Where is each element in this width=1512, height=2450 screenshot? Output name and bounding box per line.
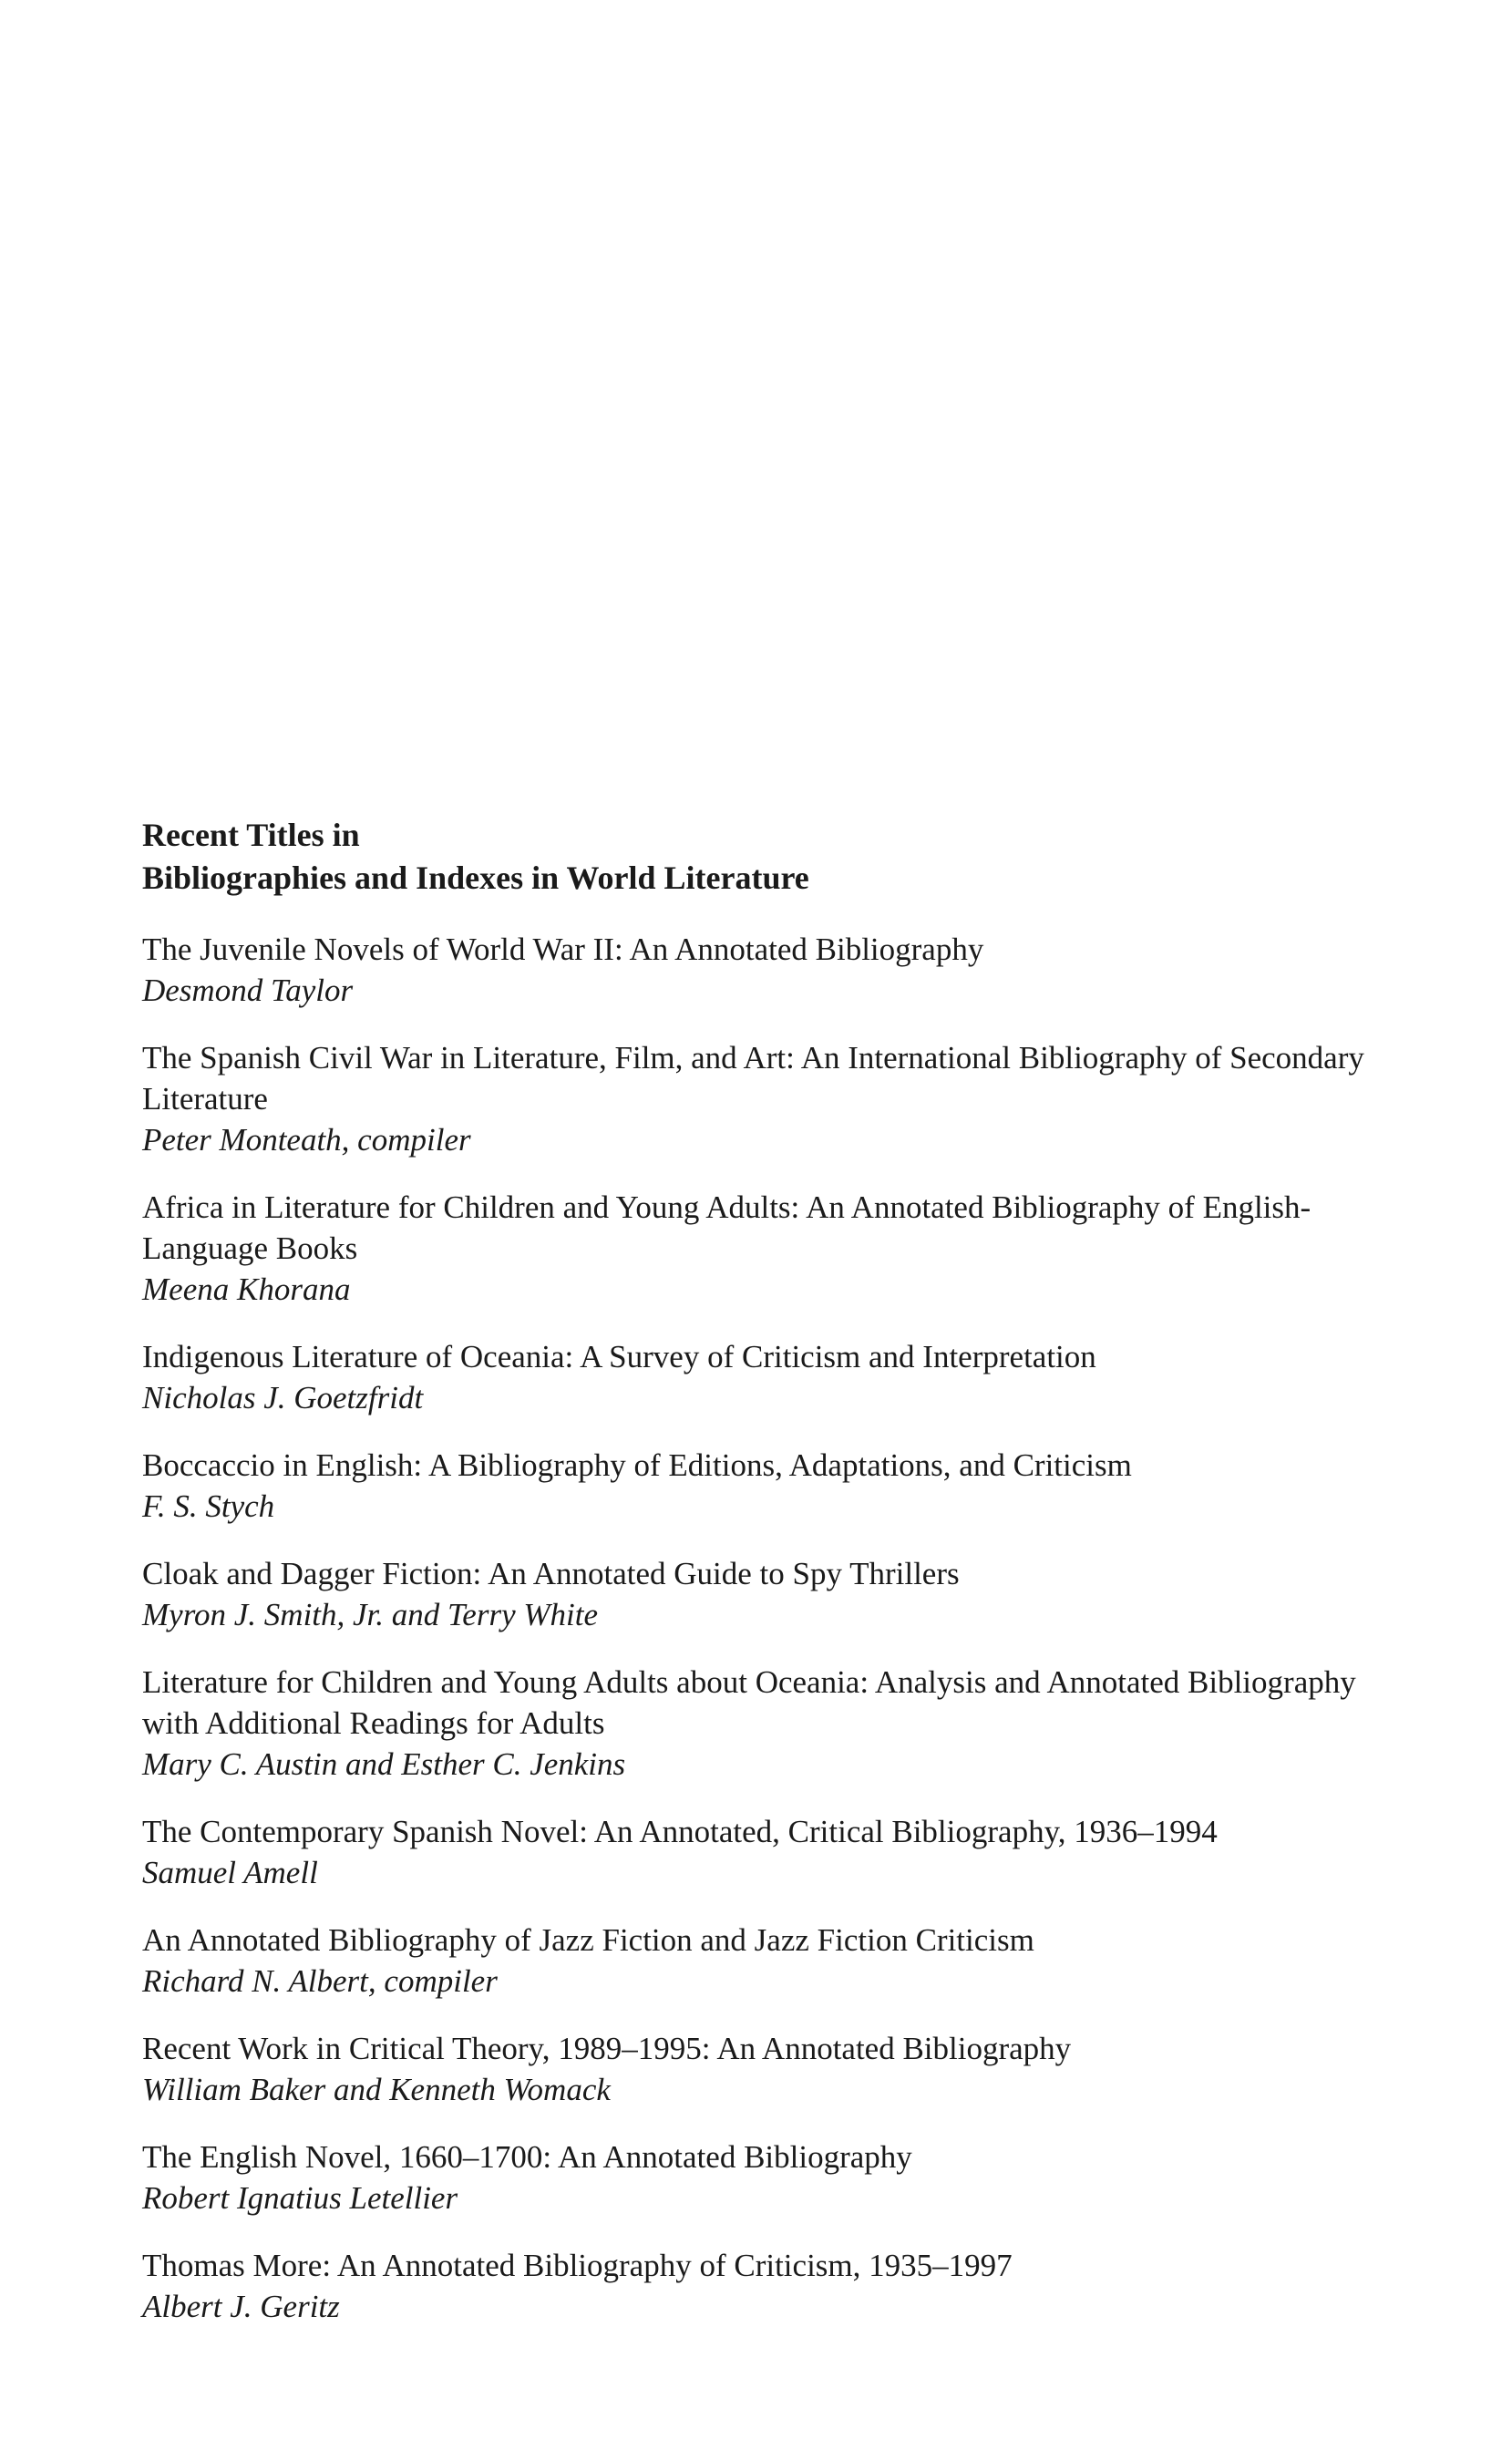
title-entry: [142, 1920, 1418, 2002]
book-author: F. S. Stych: [142, 1488, 275, 1524]
title-entry: [142, 929, 1418, 1011]
book-author: Richard N. Albert, compiler: [142, 1963, 498, 1999]
book-title: Indigenous Literature of Oceania: A Survey of Criticism and Interpretation: [142, 1339, 1096, 1374]
book-title: The Contemporary Spanish Novel: An Annotated, Critical Bibliography, 1936–1994: [142, 1814, 1218, 1849]
title-entry: [142, 1336, 1418, 1418]
series-heading-line-1: Recent Titles in: [142, 817, 360, 853]
series-heading-line-2: Bibliographies and Indexes in World Literature: [142, 860, 809, 896]
book-title: Literature for Children and Young Adults about Oceania: Analysis and Annotated Bibliography with Additional Readings for Adults: [142, 1664, 1356, 1741]
title-entry: [142, 1037, 1418, 1160]
book-author: Desmond Taylor: [142, 973, 354, 1008]
book-title: Recent Work in Critical Theory, 1989–1995: An Annotated Bibliography: [142, 2031, 1072, 2066]
title-entry: [142, 1445, 1418, 1527]
book-author: Myron J. Smith, Jr. and Terry White: [142, 1597, 598, 1632]
series-list-page: [142, 814, 1418, 2353]
series-heading: [142, 814, 1418, 900]
title-entry: [142, 1662, 1418, 1785]
book-title: The Juvenile Novels of World War II: An Annotated Bibliography: [142, 932, 984, 967]
book-author: Peter Monteath, compiler: [142, 1122, 471, 1158]
title-entry: [142, 1553, 1418, 1635]
title-entry: [142, 2028, 1418, 2110]
book-author: Albert J. Geritz: [142, 2289, 340, 2324]
book-title: The Spanish Civil War in Literature, Film, and Art: An International Bibliography of Secondary Literature: [142, 1040, 1364, 1117]
book-author: Nicholas J. Goetzfridt: [142, 1380, 424, 1415]
book-author: Mary C. Austin and Esther C. Jenkins: [142, 1746, 626, 1782]
book-author: Samuel Amell: [142, 1855, 318, 1890]
title-list: [142, 929, 1418, 2327]
book-title: Cloak and Dagger Fiction: An Annotated Guide to Spy Thrillers: [142, 1556, 960, 1591]
book-title: The English Novel, 1660–1700: An Annotated Bibliography: [142, 2139, 912, 2175]
title-entry: [142, 1187, 1418, 1310]
book-title: An Annotated Bibliography of Jazz Fiction and Jazz Fiction Criticism: [142, 1922, 1034, 1958]
book-author: Robert Ignatius Letellier: [142, 2180, 458, 2216]
book-title: Boccaccio in English: A Bibliography of Editions, Adaptations, and Criticism: [142, 1447, 1132, 1483]
book-title: Thomas More: An Annotated Bibliography of Criticism, 1935–1997: [142, 2248, 1013, 2283]
book-author: William Baker and Kenneth Womack: [142, 2072, 611, 2107]
title-entry: [142, 1811, 1418, 1893]
title-entry: [142, 2136, 1418, 2218]
book-title: Africa in Literature for Children and Young Adults: An Annotated Bibliography of English-Language Books: [142, 1189, 1311, 1266]
title-entry: [142, 2245, 1418, 2327]
book-author: Meena Khorana: [142, 1271, 351, 1307]
